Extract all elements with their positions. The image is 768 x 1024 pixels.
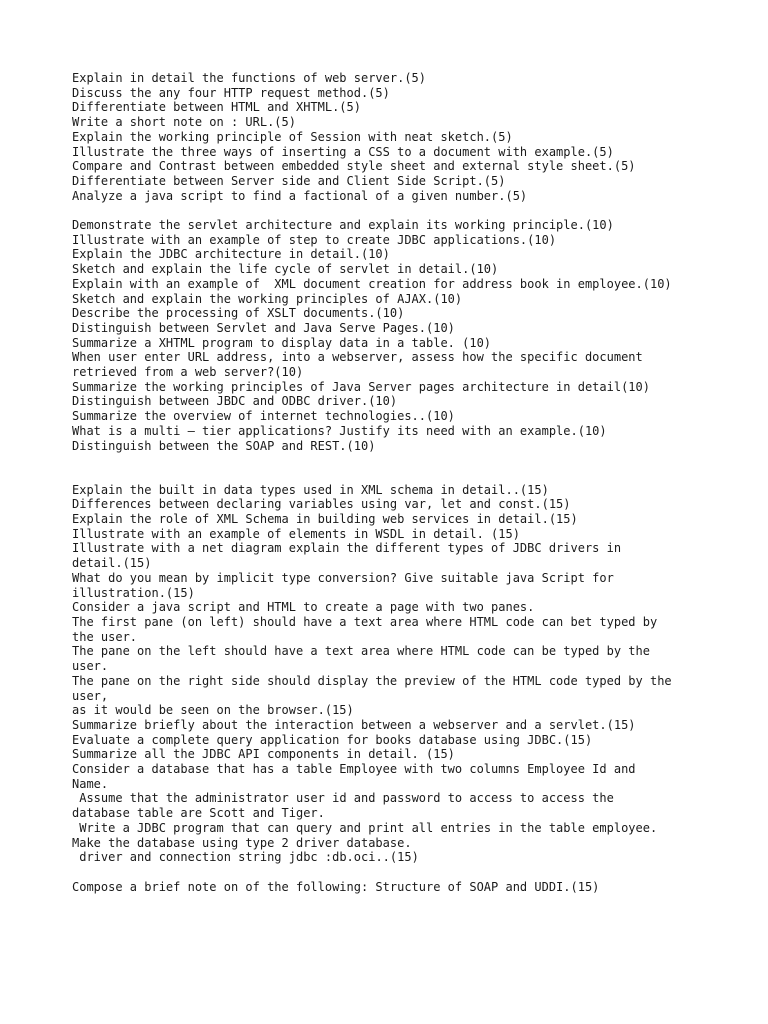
section-10-marks	[72, 218, 712, 453]
question-line: Distinguish between JBDC and ODBC driver.(10)	[72, 394, 398, 409]
question-line: Illustrate with an example of elements in WSDL in detail. (15)	[72, 526, 520, 541]
question-line: Write a JDBC program that can query and print all entries in the table employee.	[72, 820, 658, 835]
question-line: When user enter URL address, into a webserver, assess how the specific document	[72, 350, 643, 365]
question-line: driver and connection string jdbc :db.oci..(15)	[72, 850, 419, 865]
question-line: the user.	[72, 629, 138, 644]
question-line: Consider a java script and HTML to create a page with two panes.	[72, 600, 535, 615]
question-line: user,	[72, 688, 109, 703]
question-line: What is a multi – tier applications? Justify its need with an example.(10)	[72, 423, 607, 438]
question-line: The pane on the left should have a text area where HTML code can be typed by the	[72, 644, 650, 659]
question-line: Discuss the any four HTTP request method.(5)	[72, 85, 390, 100]
section-spacer	[72, 453, 712, 482]
question-line: Demonstrate the servlet architecture and explain its working principle.(10)	[72, 218, 614, 233]
question-line: Differences between declaring variables using var, let and const.(15)	[72, 497, 571, 512]
question-line: The pane on the right side should display the preview of the HTML code typed by the	[72, 673, 672, 688]
question-line: Name.	[72, 776, 109, 791]
question-line: The first pane (on left) should have a text area where HTML code can bet typed by	[72, 614, 658, 629]
question-line: Evaluate a complete query application for books database using JDBC.(15)	[72, 732, 593, 747]
question-line: Compare and Contrast between embedded style sheet and external style sheet.(5)	[72, 159, 636, 174]
question-line: Explain with an example of XML document creation for address book in employee.(10)	[72, 276, 672, 291]
question-line: Sketch and explain the working principles of AJAX.(10)	[72, 291, 463, 306]
section-15-marks	[72, 483, 712, 865]
question-line: Summarize briefly about the interaction between a webserver and a servlet.(15)	[72, 717, 636, 732]
question-line: What do you mean by implicit type conversion? Give suitable java Script for	[72, 570, 614, 585]
question-line: database table are Scott and Tiger.	[72, 806, 325, 821]
question-line: Summarize all the JDBC API components in detail. (15)	[72, 747, 455, 762]
question-line: Compose a brief note on of the following: Structure of SOAP and UDDI.(15)	[72, 879, 600, 894]
section-final	[72, 880, 712, 895]
question-line: retrieved from a web server?(10)	[72, 365, 304, 380]
question-line: detail.(15)	[72, 556, 152, 571]
question-line: Make the database using type 2 driver database.	[72, 835, 412, 850]
question-line: Explain the built in data types used in XML schema in detail..(15)	[72, 482, 549, 497]
question-line: Summarize a XHTML program to display data in a table. (10)	[72, 335, 492, 350]
question-line: Write a short note on : URL.(5)	[72, 115, 296, 130]
question-line: Assume that the administrator user id and password to access to access the	[72, 791, 614, 806]
question-line: Explain in detail the functions of web server.(5)	[72, 71, 427, 85]
question-line: illustration.(15)	[72, 585, 195, 600]
question-line: as it would be seen on the browser.(15)	[72, 703, 354, 718]
question-line: Illustrate with a net diagram explain the different types of JDBC drivers in	[72, 541, 622, 556]
section-spacer	[72, 203, 712, 218]
section-5-marks	[72, 71, 712, 203]
question-line: Consider a database that has a table Employee with two columns Employee Id and	[72, 762, 636, 777]
question-line: Explain the working principle of Session with neat sketch.(5)	[72, 129, 513, 144]
question-line: Summarize the overview of internet technologies..(10)	[72, 409, 455, 424]
question-line: user.	[72, 659, 109, 674]
question-line: Summarize the working principles of Java Server pages architecture in detail(10)	[72, 379, 650, 394]
question-line: Illustrate the three ways of inserting a CSS to a document with example.(5)	[72, 144, 614, 159]
question-line: Distinguish between Servlet and Java Serve Pages.(10)	[72, 320, 455, 335]
question-line: Explain the role of XML Schema in building web services in detail.(15)	[72, 512, 578, 527]
question-line: Illustrate with an example of step to create JDBC applications.(10)	[72, 232, 557, 247]
question-line: Differentiate between Server side and Client Side Script.(5)	[72, 173, 506, 188]
question-line: Differentiate between HTML and XHTML.(5)	[72, 100, 361, 115]
question-line: Sketch and explain the life cycle of servlet in detail.(10)	[72, 262, 499, 277]
question-line: Describe the processing of XSLT documents.(10)	[72, 306, 405, 321]
document-page	[72, 71, 712, 894]
question-line: Analyze a java script to find a factional of a given number.(5)	[72, 188, 528, 203]
section-spacer	[72, 865, 712, 880]
question-line: Explain the JDBC architecture in detail.(10)	[72, 247, 390, 262]
question-line: Distinguish between the SOAP and REST.(10)	[72, 438, 376, 453]
